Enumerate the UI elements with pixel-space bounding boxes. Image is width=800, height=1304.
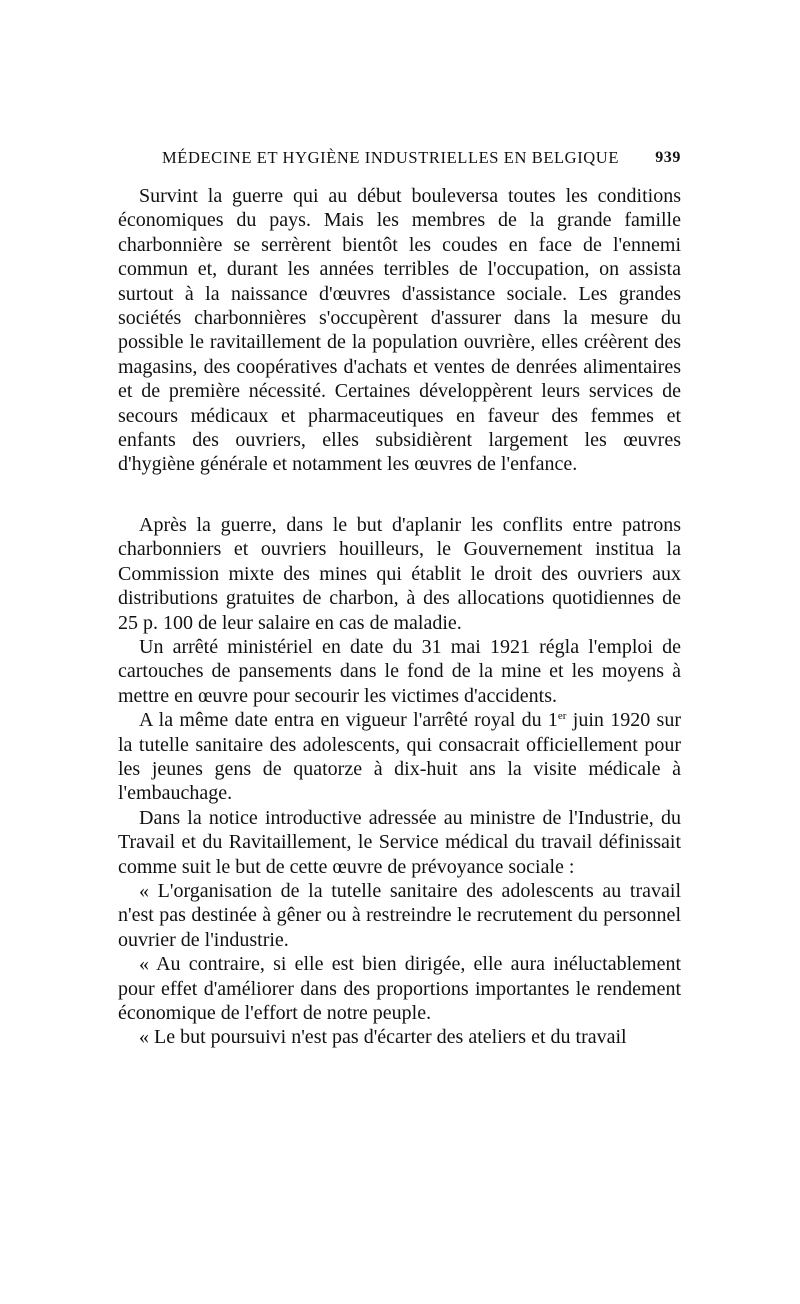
paragraph-war: Survint la guerre qui au début bouleversa toutes les conditions économiques du pays. Mais les membres de la grande famille charbonnière se serrèrent bientôt les coudes en face de l'ennemi commun et, durant les années terribles de l'occupation, on assista surtout à la naissance d'œuvres d'assistance sociale. Les grandes sociétés charbonnières s'occupèrent d'assurer dans la mesure du possible le ravitaillement de la population ouvrière, elles créèrent des magasins, des coopératives d'achats et ventes de denrées alimentaires et de première nécessité. Certaines développèrent leurs services de secours médicaux et pharmaceutiques en faveur des femmes et enfants des ouvriers, elles subsidièrent largement les œuvres d'hygiène générale et notamment les œuvres de l'enfance.	[118, 185, 681, 476]
quote-paragraph-goal: « Le but poursuivi n'est pas d'écarter des ateliers et du travail	[139, 1026, 627, 1049]
quote-paragraph-contrary: « Au contraire, si elle est bien dirigée, elle aura inéluctablement pour effet d'améliorer dans des proportions importantes le rendement économique de l'effort de notre peuple.	[118, 953, 681, 1024]
paragraph-after-war: Après la guerre, dans le but d'aplanir les conflits entre patrons charbonniers et ouvriers houilleurs, le Gouvernement institua la Commission mixte des mines qui établit le droit des ouvriers aux distributions gratuites de charbon, à des allocations quotidiennes de 25 p. 100 de leur salaire en cas de maladie.	[118, 513, 681, 634]
paragraph-decree-1921: Un arrêté ministériel en date du 31 mai 1921 régla l'emploi de cartouches de pansements dans le fond de la mine et les moyens à mettre en œuvre pour secourir les victimes d'accidents.	[118, 635, 681, 707]
page-number: 939	[655, 149, 681, 166]
running-header	[118, 143, 681, 173]
ordinal-superscript: er	[557, 710, 567, 723]
paragraph-royal-decree	[118, 708, 681, 806]
royal-decree-text-after: juin 1920 sur la tutelle sanitaire des adolescents, qui consacrait officiellement pour les jeunes gens de quatorze à dix-huit ans la visite médicale à l'embauchage.	[118, 709, 682, 805]
royal-decree-text-before: A la même date entra en vigueur l'arrêté royal du 1	[139, 709, 558, 732]
running-title: MÉDECINE ET HYGIÈNE INDUSTRIELLES EN BELGIQUE	[162, 148, 620, 167]
paragraph-introductory-notice: Dans la notice introductive adressée au ministre de l'Industrie, du Travail et du Ravitaillement, le Service médical du travail définissait comme suit le but de cette œuvre de prévoyance sociale :	[118, 806, 681, 878]
body-text	[118, 184, 681, 1050]
quote-paragraph-organisation: « L'organisation de la tutelle sanitaire des adolescents au travail n'est pas destinée à gêner ou à restreindre le recrutement du personnel ouvrier de l'industrie.	[118, 879, 681, 951]
